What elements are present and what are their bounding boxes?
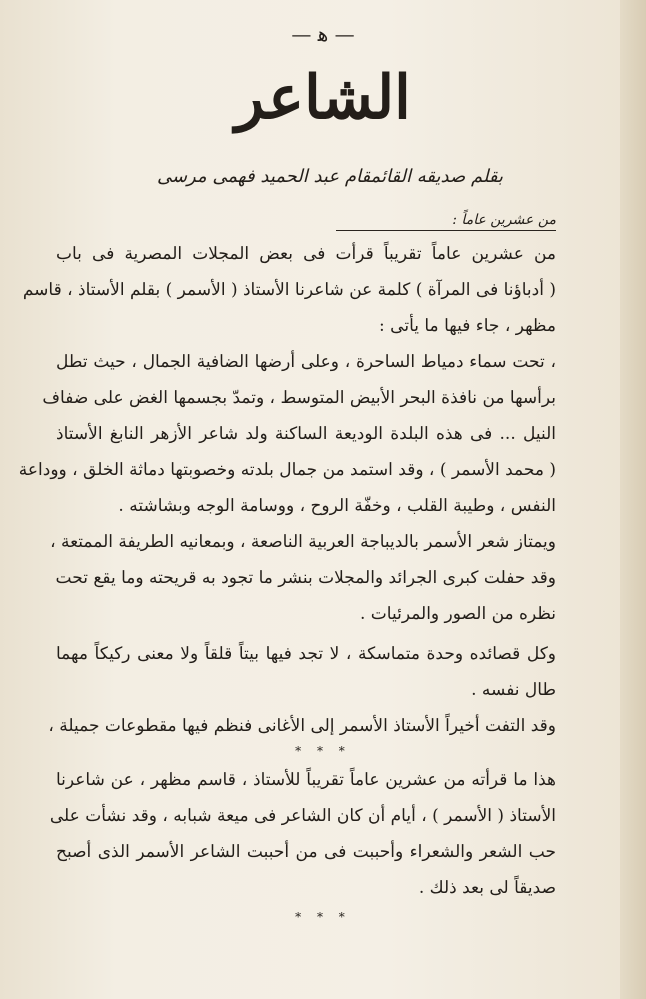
section-separator: * * * — [295, 910, 351, 924]
text-line: هذا ما قرأته من عشرين عاماً تقريباً للأستاذ ، قاسم مظهر ، عن شاعرنا — [56, 770, 556, 790]
text-line: ويمتاز شعر الأسمر بالديباجة العربية الناصعة ، وبمعانيه الطريفة الممتعة ، — [50, 532, 556, 552]
text-line: وقد حفلت كبرى الجرائد والمجلات بنشر ما تجود به قريحته وما يقع تحت — [55, 568, 556, 588]
page-number-marker: — ﻫ — — [291, 22, 355, 46]
text-line: صديقاً لى بعد ذلك . — [418, 878, 556, 898]
subheading: من عشرين عاماً : — [336, 212, 556, 231]
byline: بقلم صديقه القائمقام عبد الحميد فهمى مرسى — [156, 166, 504, 187]
text-line: وقد التفت أخيراً الأستاذ الأسمر إلى الأغانى فنظم فيها مقطوعات جميلة ، — [48, 716, 556, 736]
page-title: الشاعر — [235, 63, 411, 133]
text-line: النفس ، وطيبة القلب ، وخفّة الروح ، ووسامة الوجه وبشاشته . — [118, 496, 556, 516]
section-separator: * * * — [295, 744, 351, 758]
text-line: الأستاذ ( الأسمر ) ، أيام أن كان الشاعر فى ميعة شبابه ، وقد نشأت على — [49, 806, 556, 826]
text-line: نظره من الصور والمرئيات . — [359, 604, 556, 624]
text-line: طال نفسه . — [471, 680, 556, 700]
text-line: برأسها من نافذة البحر الأبيض المتوسط ، وتمدّ بجسمها الغض على ضفاف — [42, 388, 556, 408]
text-line: حب الشعر والشعراء وأحببت فى من أحببت الشاعر الأسمر الذى أصبح — [56, 842, 556, 862]
text-line: ( محمد الأسمر ) ، وقد استمد من جمال بلدته وخصوبتها دماثة الخلق ، ووداعة — [18, 460, 556, 480]
text-line: ( أدباؤنا فى المرآة ) كلمة عن شاعرنا الأستاذ ( الأسمر ) بقلم الأستاذ ، قاسم — [22, 280, 556, 300]
text-line: النيل ... فى هذه البلدة الوديعة الساكنة ولد شاعر الأزهر النابغ الأستاذ — [56, 424, 556, 444]
text-line: من عشرين عاماً تقريباً قرأت فى بعض المجلات المصرية فى باب — [56, 244, 556, 264]
text-line: ، تحت سماء دمياط الساحرة ، وعلى أرضها الضافية الجمال ، حيث تطل — [56, 352, 556, 372]
text-line: وكل قصائده وحدة متماسكة ، لا تجد فيها بيتاً قلقاً ولا معنى ركيكاً مهما — [56, 644, 556, 664]
text-line: مظهر ، جاء فيها ما يأتى : — [379, 316, 556, 336]
page-edge — [620, 0, 646, 999]
